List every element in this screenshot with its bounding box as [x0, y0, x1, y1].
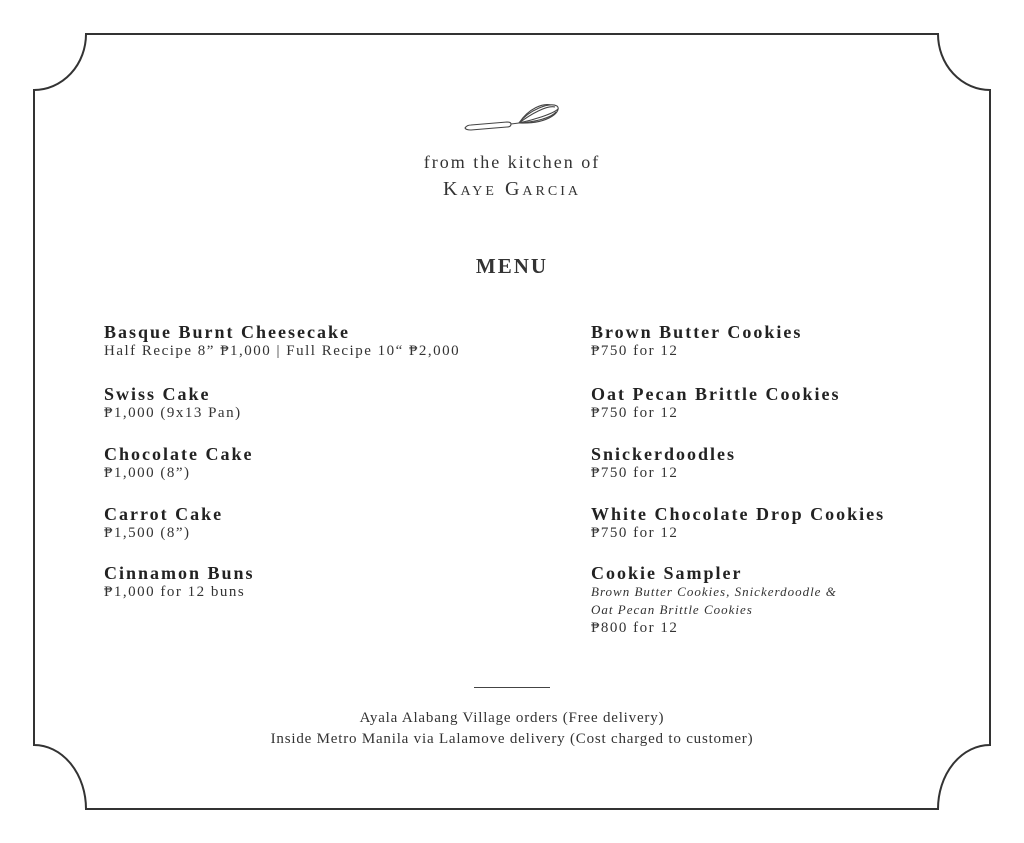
- item-price: ₱800 for 12: [591, 620, 679, 636]
- menu-item: [104, 563, 574, 602]
- menu-column-left: [104, 322, 574, 602]
- item-name: Oat Pecan Brittle Cookies: [591, 384, 841, 404]
- item-name: Cinnamon Buns: [104, 563, 255, 583]
- menu-item: [104, 444, 574, 504]
- item-name: Basque Burnt Cheesecake: [104, 322, 351, 342]
- item-price: ₱750 for 12: [591, 343, 679, 359]
- footer-divider: [474, 687, 550, 688]
- item-price: ₱1,500 (8”): [104, 525, 191, 541]
- menu-item: [591, 322, 991, 384]
- item-description: Oat Pecan Brittle Cookies: [591, 602, 753, 617]
- item-name: Chocolate Cake: [104, 444, 254, 464]
- menu-item: [591, 504, 991, 563]
- menu-item: [104, 384, 574, 444]
- whisk-icon: [463, 100, 563, 136]
- item-name: Carrot Cake: [104, 504, 224, 524]
- item-name: Snickerdoodles: [591, 444, 737, 464]
- delivery-note: Inside Metro Manila via Lalamove delivery (Cost charged to customer): [270, 731, 754, 747]
- menu-column-right: [591, 322, 991, 638]
- item-price: ₱750 for 12: [591, 405, 679, 421]
- item-price: ₱750 for 12: [591, 525, 679, 541]
- chef-name: Kaye Garcia: [443, 178, 581, 200]
- delivery-note: Ayala Alabang Village orders (Free delivery): [359, 710, 665, 726]
- item-price: ₱1,000 (8”): [104, 465, 191, 481]
- item-name: White Chocolate Drop Cookies: [591, 504, 886, 524]
- menu-item: [104, 322, 574, 384]
- item-name: Brown Butter Cookies: [591, 322, 803, 342]
- item-price: ₱1,000 for 12 buns: [104, 584, 246, 600]
- item-description: Brown Butter Cookies, Snickerdoodle &: [591, 584, 837, 599]
- item-price: ₱750 for 12: [591, 465, 679, 481]
- item-price: Half Recipe 8” ₱1,000 | Full Recipe 10“ ₱2,000: [104, 343, 461, 359]
- menu-item: [104, 504, 574, 563]
- menu-item: [591, 444, 991, 504]
- menu-title: MENU: [475, 254, 549, 278]
- menu-item: [591, 384, 991, 444]
- kitchen-tagline: from the kitchen of: [423, 152, 601, 172]
- menu-item: [591, 563, 991, 638]
- item-price: ₱1,000 (9x13 Pan): [104, 405, 242, 421]
- item-name: Swiss Cake: [104, 384, 211, 404]
- item-name: Cookie Sampler: [591, 563, 743, 583]
